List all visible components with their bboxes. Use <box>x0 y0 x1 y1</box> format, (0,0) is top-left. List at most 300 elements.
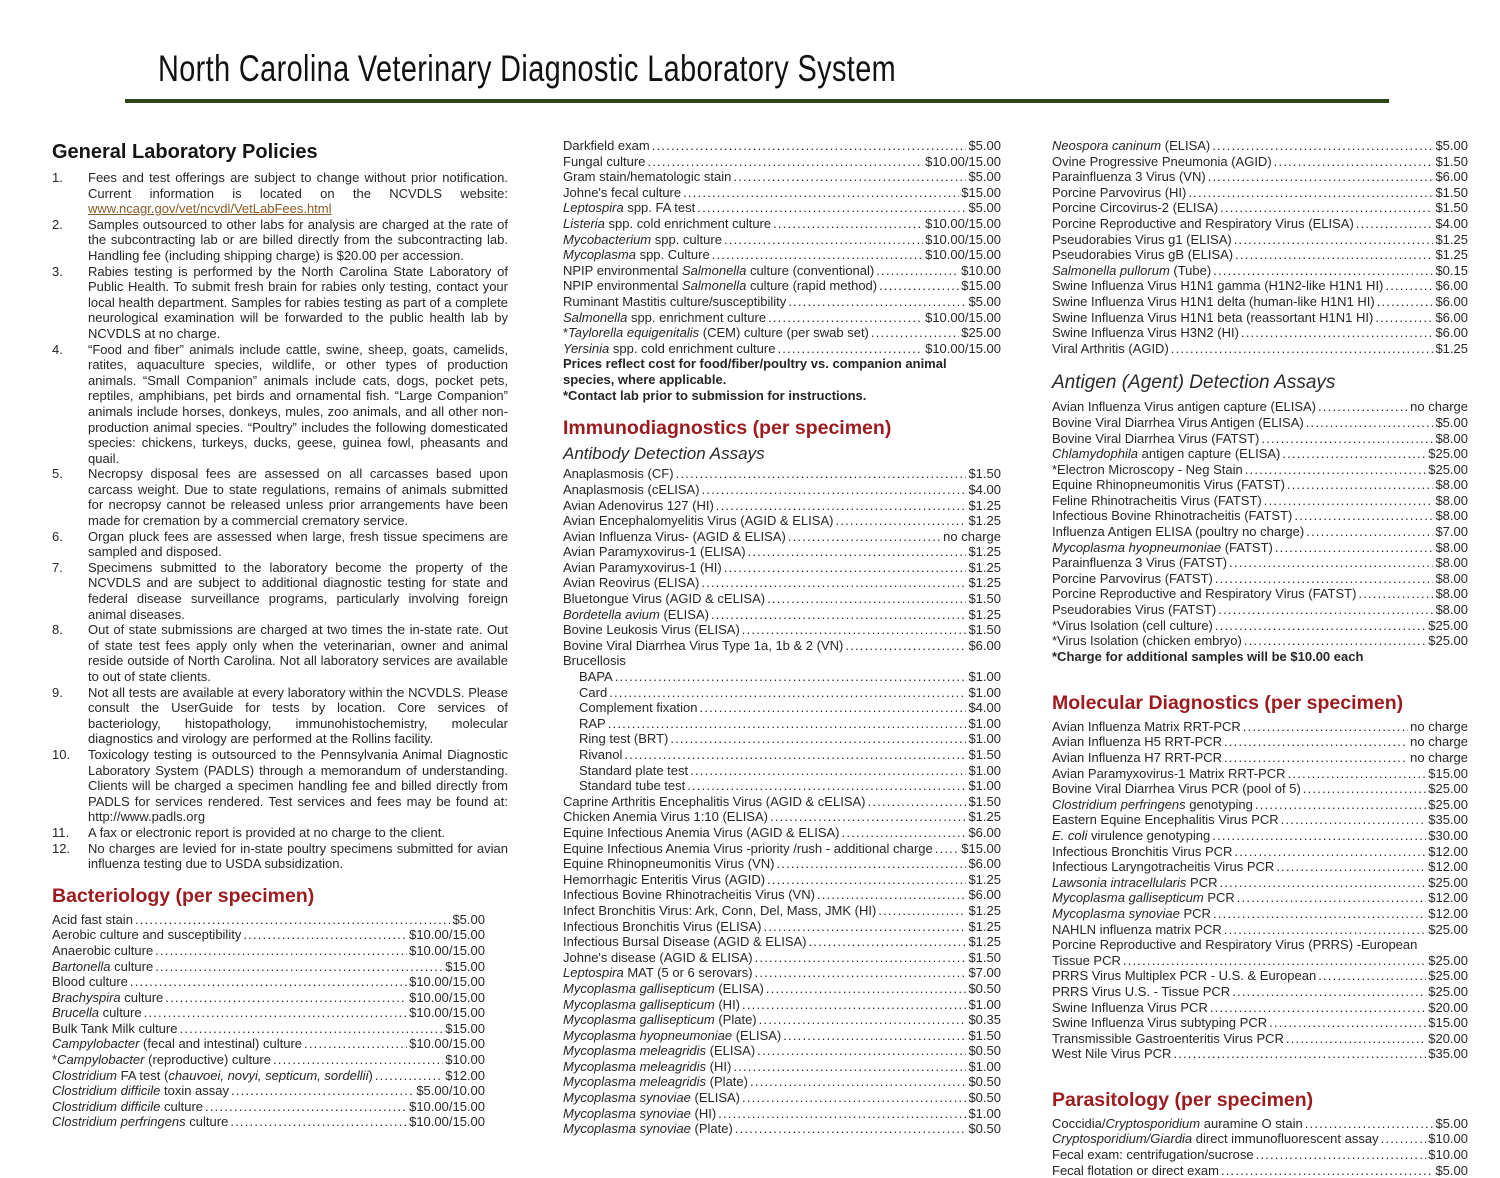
dot-leader <box>879 278 959 294</box>
fee-price: $10.00/15.00 <box>409 1036 485 1052</box>
dot-leader <box>615 669 967 685</box>
fee-row <box>1052 508 1468 524</box>
dot-leader <box>1219 875 1426 891</box>
fee-row <box>563 919 1001 935</box>
fee-name: Pseudorabies Virus g1 (ELISA) <box>1052 231 1232 247</box>
fee-row <box>563 794 1001 810</box>
fee-row <box>563 997 1001 1013</box>
spacer <box>1052 356 1468 372</box>
fee-row <box>1052 1116 1468 1132</box>
dot-leader <box>733 169 966 185</box>
fee-row <box>563 232 1001 248</box>
fee-row <box>1052 602 1468 618</box>
dot-leader <box>788 294 966 310</box>
fee-price: $4.00 <box>968 700 1001 716</box>
dot-leader <box>1210 1000 1426 1016</box>
dot-leader <box>1282 446 1426 462</box>
fee-name: Mycoplasma synoviae (Plate) <box>563 1121 733 1137</box>
fee-name: Pseudorabies Virus gB (ELISA) <box>1052 247 1234 263</box>
fee-row <box>563 169 1001 185</box>
dot-leader <box>766 981 967 997</box>
fee-row <box>52 990 485 1006</box>
dot-leader <box>1212 138 1433 154</box>
dot-leader <box>205 1099 407 1115</box>
fee-row <box>563 263 1001 279</box>
dot-leader <box>304 1036 407 1052</box>
dot-leader <box>179 1021 443 1037</box>
fee-row <box>563 825 1001 841</box>
fee-row <box>1052 325 1468 341</box>
dot-leader <box>1224 922 1426 938</box>
dot-leader <box>702 482 967 498</box>
fee-name: Parainfluenza 3 Virus (VN) <box>1052 169 1206 185</box>
fee-price: $5.00 <box>968 169 1001 185</box>
fee-row <box>563 981 1001 997</box>
dot-leader <box>842 825 967 841</box>
fee-name: Johne's disease (AGID & ELISA) <box>563 949 753 965</box>
section-heading: Molecular Diagnostics (per specimen) <box>1052 691 1404 714</box>
fee-row <box>563 1106 1001 1122</box>
policy-number: 1. <box>52 170 63 185</box>
fee-price: $1.25 <box>968 559 1001 575</box>
dot-leader <box>155 943 407 959</box>
fee-price: $1.00 <box>968 762 1001 778</box>
dot-leader <box>750 1074 966 1090</box>
dot-leader <box>375 1068 443 1084</box>
fee-row <box>563 747 1001 763</box>
fee-price: $10.00 <box>961 262 1001 278</box>
dot-leader <box>647 154 923 170</box>
fee-name: Fecal flotation or direct exam <box>1052 1162 1219 1178</box>
policy-item <box>52 217 508 264</box>
dot-leader <box>1245 462 1426 478</box>
fee-name: Viral Arthritis (AGID) <box>1052 340 1169 356</box>
fee-row <box>563 294 1001 310</box>
fee-row <box>1052 859 1468 875</box>
fee-row <box>563 138 1001 154</box>
dot-leader <box>868 794 967 810</box>
fee-row <box>1052 247 1468 263</box>
fee-row <box>563 1121 1001 1137</box>
fee-row <box>52 912 485 928</box>
fee-price: $10.00 <box>1428 1131 1468 1147</box>
fee-price: $8.00 <box>1435 602 1468 618</box>
dot-leader <box>273 1052 443 1068</box>
policy-text: Organ pluck fees are assessed when large, fresh tissue specimens are sampled and disposed. <box>88 528 508 560</box>
dot-leader <box>1173 1046 1426 1062</box>
fee-price: $1.25 <box>968 606 1001 622</box>
fee-row <box>563 685 1001 701</box>
dot-leader <box>742 1090 966 1106</box>
fee-name: Clostridium perfringens genotyping <box>1052 796 1253 812</box>
fee-name: Bovine Viral Diarrhea Virus (FATST) <box>1052 430 1260 446</box>
fee-price: $1.25 <box>1435 247 1468 263</box>
fee-row <box>563 498 1001 514</box>
fee-price: $25.00 <box>1428 874 1468 890</box>
policy-text: “Food and fiber” animals include cattle, swine, sheep, goats, camelids, ratites, aquaculture species, wildlife, or other types of production animals. “Small Companion” animals include cats, dogs, pocket pets, reptiles, amphibians, pet birds and ornamental fish. “Large Companion” animals include horses, donkeys, mules, zoo animals, and all other non-production animal species. “Poultry” includes the following domesticated species: chickens, turkeys, ducks, geese, guinea fowl, pheasants and quail. <box>88 341 508 466</box>
policy-text: Rabies testing is performed by the North Carolina State Laboratory of Public Health. To submit fresh brain for rabies only testing, contact your local health department. Samples for rabies testing as part of a complete neurological examination will be forwarded to the public health lab by NCVDLS at no charge. <box>88 263 508 341</box>
policy-text: No charges are levied for in-state poultry specimens submitted for avian influenza testing due to USDA subsidization. <box>88 840 508 872</box>
fee-name: RAP <box>579 715 606 731</box>
fee-price: $1.25 <box>968 918 1001 934</box>
dot-leader <box>1188 185 1433 201</box>
dot-leader <box>742 622 967 638</box>
fee-row <box>563 513 1001 529</box>
fee-row <box>1052 571 1468 587</box>
fee-row <box>1052 185 1468 201</box>
dot-leader <box>687 778 966 794</box>
fee-price: $25.00 <box>1428 617 1468 633</box>
fee-row <box>1052 341 1468 357</box>
dot-leader <box>144 1005 407 1021</box>
dot-leader <box>701 575 966 591</box>
policy-number: 10. <box>52 746 71 762</box>
fee-price: $10.00/15.00 <box>925 247 1001 263</box>
fee-name: Cryptosporidium/Giardia direct immunofluorescent assay <box>1052 1131 1379 1147</box>
fee-row <box>563 544 1001 560</box>
fee-name: Card <box>579 684 608 700</box>
fee-name: Fecal exam: centrifugation/sucrose <box>1052 1147 1254 1163</box>
fee-row <box>52 1052 485 1068</box>
fee-row <box>563 247 1001 263</box>
fee-name: Neospora caninum (ELISA) <box>1052 138 1211 153</box>
fee-price: $8.00 <box>1435 477 1468 493</box>
policy-number: 2. <box>52 216 63 232</box>
policy-item <box>52 529 508 560</box>
dot-leader <box>1377 294 1434 310</box>
fee-row <box>1052 555 1468 571</box>
fee-name: Avian Paramyxovirus-1 (HI) <box>563 559 722 575</box>
dot-leader <box>1269 1015 1426 1031</box>
fee-row <box>52 1005 485 1021</box>
fee-price: $6.00 <box>1435 325 1468 341</box>
page-title: North Carolina Veterinary Diagnostic Laboratory System <box>158 48 897 89</box>
fee-row <box>1052 462 1468 478</box>
dot-leader <box>690 763 966 779</box>
fee-name: *Taylorella equigenitalis (CEM) culture (per swab set) <box>563 325 869 341</box>
fee-row <box>1052 984 1468 1000</box>
fee-row <box>1052 138 1468 154</box>
fee-row <box>563 1059 1001 1075</box>
dot-leader <box>1294 508 1433 524</box>
fee-name: Coccidia/Cryptosporidium auramine O stain <box>1052 1115 1303 1131</box>
fee-price: $0.50 <box>968 1090 1001 1106</box>
fee-price: $8.00 <box>1435 570 1468 586</box>
fee-name: Avian Influenza Virus antigen capture (ELISA) <box>1052 399 1317 415</box>
fee-price: no charge <box>1410 718 1468 734</box>
fee-price: $1.00 <box>968 1058 1001 1074</box>
fee-name: Avian Encephalomyelitis Virus (AGID & ELISA) <box>563 513 834 529</box>
fee-price: $1.25 <box>968 902 1001 918</box>
fee-price: $15.00 <box>445 958 485 974</box>
section-heading: Parasitology (per specimen) <box>1052 1088 1314 1111</box>
fee-name: Swine Influenza Virus PCR <box>1052 999 1208 1015</box>
dot-leader <box>670 731 966 747</box>
dot-leader <box>1306 524 1433 540</box>
fee-name: Avian Reovirus (ELISA) <box>563 575 700 591</box>
fee-row <box>563 872 1001 888</box>
fee-name: Aerobic culture and susceptibility <box>52 927 242 943</box>
policy-number: 6. <box>52 528 63 544</box>
fee-row <box>52 927 485 943</box>
fee-name: Yersinia spp. cold enrichment culture <box>563 340 776 356</box>
fee-name: Avian Paramyxovirus-1 Matrix RRT-PCR <box>1052 765 1286 781</box>
fee-price: $1.50 <box>1435 200 1468 216</box>
dot-leader <box>1218 602 1433 618</box>
fee-name: Chlamydophila antigen capture (ELISA) <box>1052 446 1281 462</box>
fee-row <box>52 959 485 975</box>
fee-name: Bovine Viral Diarrhea Virus Antigen (ELISA) <box>1052 414 1304 430</box>
fee-price: $8.00 <box>1435 492 1468 508</box>
fee-price: no charge <box>1410 734 1468 750</box>
fee-name: Brachyspira culture <box>52 989 164 1005</box>
dot-leader <box>683 185 959 201</box>
policy-item <box>52 466 508 528</box>
fee-price: $15.00 <box>961 840 1001 856</box>
fee-row <box>1052 968 1468 984</box>
fee-name: Mycoplasma synoviae (HI) <box>563 1105 717 1121</box>
dot-leader <box>776 856 966 872</box>
fee-name: Bovine Leukosis Virus (ELISA) <box>563 622 740 638</box>
dot-leader <box>1306 415 1434 431</box>
dot-leader <box>1171 341 1434 357</box>
fee-row <box>1052 953 1468 969</box>
dot-leader <box>724 560 967 576</box>
fee-note: *Contact lab prior to submission for instructions. <box>563 388 867 404</box>
fee-name: Mycoplasma gallisepticum (ELISA) <box>563 980 764 996</box>
fee-row <box>52 1021 485 1037</box>
fee-row <box>1052 216 1468 232</box>
fee-price: $6.00 <box>968 887 1001 903</box>
fee-name: Mycoplasma meleagridis (HI) <box>563 1058 732 1074</box>
dot-leader <box>1244 633 1426 649</box>
fee-price: $5.00 <box>968 200 1001 216</box>
fee-row <box>563 1043 1001 1059</box>
fee-price: $0.50 <box>968 1043 1001 1059</box>
fee-price: $5.00 <box>1435 1162 1468 1178</box>
policy-text: Fees and test offerings are subject to change without prior notification. Current information is located on the NCVDLS website: www.ncagr.gov/vet/ncvdl/VetLabFees.html <box>88 170 508 217</box>
fee-note: *Charge for additional samples will be $10.00 each <box>1052 648 1364 664</box>
fee-price: $1.25 <box>968 809 1001 825</box>
fee-price: $6.00 <box>1435 278 1468 294</box>
fee-price: $25.00 <box>1428 796 1468 812</box>
fee-price: $6.00 <box>968 824 1001 840</box>
fee-name: Mycoplasma synoviae PCR <box>1052 905 1211 921</box>
policy-item <box>52 747 508 825</box>
dot-leader <box>230 1114 407 1130</box>
dot-leader <box>231 1083 414 1099</box>
dot-leader <box>1213 906 1426 922</box>
fee-row <box>1052 844 1468 860</box>
fee-name: Infectious Laryngotracheitis Virus PCR <box>1052 859 1275 875</box>
dot-leader <box>1213 263 1433 279</box>
fee-row <box>563 622 1001 638</box>
fee-price: $4.00 <box>968 481 1001 497</box>
fee-row <box>1052 415 1468 431</box>
fee-price: $1.50 <box>968 622 1001 638</box>
fee-row <box>1052 1015 1468 1031</box>
fee-row <box>563 669 1001 685</box>
fee-row <box>563 1028 1001 1044</box>
fee-row <box>1052 618 1468 634</box>
dot-leader <box>155 959 443 975</box>
fee-name: Clostridium difficile culture <box>52 1098 204 1114</box>
fee-name: West Nile Virus PCR <box>1052 1046 1172 1062</box>
dot-leader <box>759 1012 967 1028</box>
fee-price: $20.00 <box>1428 999 1468 1015</box>
fee-price: $10.00/15.00 <box>409 989 485 1005</box>
dot-leader <box>770 809 966 825</box>
fee-row <box>563 560 1001 576</box>
fee-row <box>52 1083 485 1099</box>
dot-leader <box>1255 797 1426 813</box>
dot-leader <box>733 1059 966 1075</box>
fee-price: $5.00 <box>968 138 1001 153</box>
fee-name: Mycoplasma hyopneumoniae (ELISA) <box>563 1027 782 1043</box>
fee-price: $10.00 <box>1428 1147 1468 1163</box>
fee-row <box>563 903 1001 919</box>
fee-row <box>563 731 1001 747</box>
policy-text: Toxicology testing is outsourced to the Pennsylvania Animal Diagnostic Laboratory System (PADLS) through a memorandum of understanding. Clients will be charged a specimen handling fee and billed directly from PADLS for services rendered. Test services and fees may be found at: http://www.padls.org <box>88 746 508 825</box>
fee-row <box>1052 1031 1468 1047</box>
dot-leader <box>712 247 923 263</box>
dot-leader <box>935 841 960 857</box>
dot-leader <box>748 544 967 560</box>
fee-price: $5.00/10.00 <box>416 1083 485 1099</box>
fee-price: $10.00/15.00 <box>409 1005 485 1021</box>
fee-name: Mycoplasma meleagridis (Plate) <box>563 1074 748 1090</box>
fee-row <box>563 200 1001 216</box>
fee-row <box>1052 399 1468 415</box>
fee-name: Salmonella spp. enrichment culture <box>563 309 767 325</box>
fee-price: no charge <box>1410 399 1468 415</box>
dot-leader <box>697 200 966 216</box>
fee-price: $25.00 <box>1428 921 1468 937</box>
fee-price: $1.25 <box>968 544 1001 560</box>
fee-price: $8.00 <box>1435 586 1468 602</box>
dot-leader <box>1208 169 1434 185</box>
policy-text: Samples outsourced to other labs for analysis are charged at the rate of the subcontracting lab or are billed directly from the subcontracting lab. Handling fee (including shipping charge) is $20.00 per accession. <box>88 216 508 263</box>
fee-name: Bordetella avium (ELISA) <box>563 606 709 622</box>
dot-leader <box>1305 1116 1434 1132</box>
fee-price: $1.00 <box>968 715 1001 731</box>
dot-leader <box>1358 586 1433 602</box>
fee-price: no charge <box>1410 750 1468 765</box>
fee-row <box>563 341 1001 357</box>
fee-name: BAPA <box>579 669 613 685</box>
dot-leader <box>783 1028 966 1044</box>
dot-leader <box>768 310 923 326</box>
dot-leader <box>724 232 923 248</box>
subsection-heading: Antibody Detection Assays <box>563 444 765 464</box>
fee-row <box>1052 1163 1468 1178</box>
fee-price: $35.00 <box>1428 812 1468 828</box>
fee-row <box>1052 586 1468 602</box>
fee-price: $1.25 <box>968 497 1001 513</box>
fee-price: $10.00/15.00 <box>925 309 1001 325</box>
fee-price: $1.50 <box>1435 153 1468 169</box>
fee-price: $1.25 <box>968 871 1001 887</box>
fee-name: *Virus Isolation (cell culture) <box>1052 617 1213 633</box>
fee-name: Mycoplasma gallisepticum (Plate) <box>563 1012 757 1028</box>
fee-name: Feline Rhinotracheitis Virus (FATST) <box>1052 492 1262 508</box>
column-left <box>52 141 508 1130</box>
dot-leader <box>1221 1163 1434 1178</box>
fee-row <box>1052 446 1468 462</box>
fee-row <box>1052 1046 1468 1062</box>
fee-name: Leptospira spp. FA test <box>563 200 696 216</box>
fee-row <box>563 482 1001 498</box>
fee-row <box>1052 781 1468 797</box>
fee-name: Anaplasmosis (cELISA) <box>563 481 700 497</box>
policy-item <box>52 825 508 841</box>
fee-name: Swine Influenza Virus H3N2 (HI) <box>1052 325 1239 341</box>
fee-price: $1.00 <box>968 684 1001 700</box>
fee-row <box>1052 766 1468 782</box>
fee-row <box>563 216 1001 232</box>
dot-leader <box>1303 781 1426 797</box>
fee-price: $1.00 <box>968 996 1001 1012</box>
fee-price: $25.00 <box>1428 968 1468 984</box>
dot-leader <box>1235 247 1433 263</box>
fee-row <box>1052 540 1468 556</box>
fee-name: Tissue PCR <box>1052 952 1121 968</box>
fee-name: Johne's fecal culture <box>563 184 682 200</box>
fee-row <box>563 575 1001 591</box>
fee-row <box>1052 1000 1468 1016</box>
fee-price: $12.00 <box>1428 843 1468 859</box>
fee-row <box>52 1114 485 1130</box>
title-rule <box>125 99 1389 103</box>
dot-leader <box>876 263 959 279</box>
dot-leader <box>676 466 967 482</box>
fee-price: $1.50 <box>968 466 1001 482</box>
dot-leader <box>1224 750 1408 766</box>
fee-price: $35.00 <box>1428 1046 1468 1062</box>
fee-row <box>1052 906 1468 922</box>
fee-row <box>1052 922 1468 938</box>
dot-leader <box>1274 154 1434 170</box>
fee-row <box>1052 477 1468 493</box>
fee-price: $12.00 <box>1428 905 1468 921</box>
fee-name: Equine Rhinopneumonitis Virus (FATST) <box>1052 477 1285 493</box>
fee-row <box>563 950 1001 966</box>
policy-item <box>52 841 508 872</box>
dot-leader <box>1381 1131 1427 1147</box>
fee-price: $0.15 <box>1435 262 1468 278</box>
fee-name: Transmissible Gastroenteritis Virus PCR <box>1052 1030 1284 1046</box>
fee-name: Brucella culture <box>52 1005 142 1021</box>
fee-price: $25.00 <box>961 325 1001 341</box>
fee-name: Clostridium FA test (chauvoei, novyi, septicum, sordellii) <box>52 1067 373 1083</box>
fee-row <box>563 466 1001 482</box>
policy-number: 11. <box>52 824 70 840</box>
policy-item <box>52 264 508 342</box>
fee-row <box>52 1036 485 1052</box>
policy-number: 3. <box>52 263 63 279</box>
fee-name: Ovine Progressive Pneumonia (AGID) <box>1052 153 1272 169</box>
policy-number: 7. <box>52 559 63 575</box>
dot-leader <box>773 216 923 232</box>
fee-name: Blood culture <box>52 974 128 990</box>
fee-row <box>563 809 1001 825</box>
policy-link[interactable]: www.ncagr.gov/vet/ncvdl/VetLabFees.html <box>88 201 332 217</box>
dot-leader <box>878 903 966 919</box>
fee-row <box>563 310 1001 326</box>
fee-price: $15.00 <box>961 278 1001 294</box>
fee-price: $8.00 <box>1435 430 1468 446</box>
fee-price: $10.00 <box>445 1052 485 1068</box>
